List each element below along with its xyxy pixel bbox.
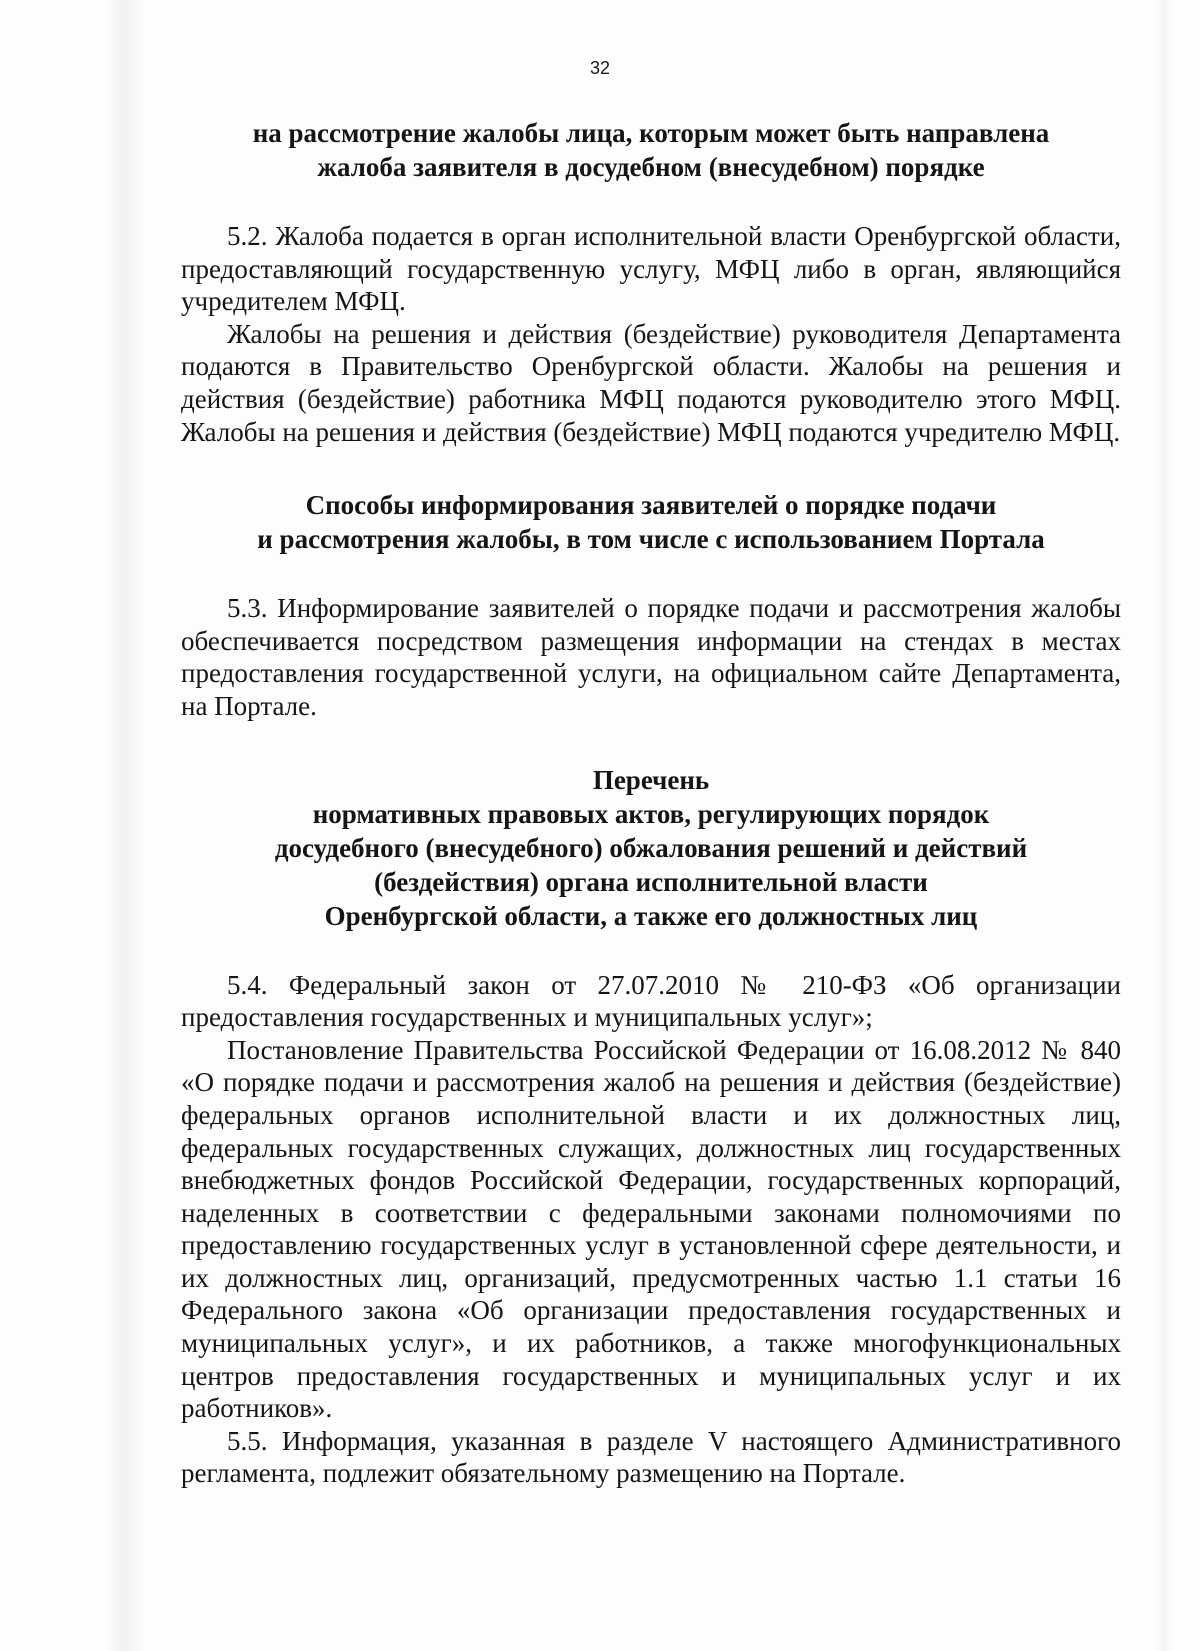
- page-number: 32: [589, 58, 611, 78]
- paragraph: 5.4. Федеральный закон от 27.07.2010 № 210-ФЗ «Об организации предоставления государственных и муниципальных услуг»;: [181, 969, 1121, 1033]
- paragraph: Постановление Правительства Российской Федерации от 16.08.2012 № 840 «О порядке подачи и рассмотрения жалоб на решения и действия (бездействие) федеральных органов исполнительной власти и их должностных лиц, федеральных государственных служащих, должностных лиц государственных внебюджетных фондов Российской Федерации, государственных корпораций, наделенных в соответствии с федеральными законами полномочиями по предоставлению государственных услуг в установленной сфере деятельности, и их должностных лиц, организаций, предусмотренных частью 1.1 статьи 16 Федерального закона «Об организации предоставления государственных и муниципальных услуг», и их работников, а также многофункциональных центров предоставления государственных и муниципальных услуг и их работников».: [181, 1034, 1121, 1424]
- heading-line: Перечень: [592, 764, 710, 795]
- scan-artifact: [1155, 0, 1173, 1651]
- heading-line: Оренбургской области, а также его должностных лиц: [324, 900, 978, 931]
- section-heading: [181, 116, 1121, 184]
- paragraph: 5.2. Жалоба подается в орган исполнительной власти Оренбургской области, предоставляющий государственную услугу, МФЦ либо в орган, являющийся учредителем МФЦ.: [181, 221, 1121, 317]
- scan-artifact: [105, 0, 145, 1651]
- heading-line: Способы информирования заявителей о порядке подачи: [305, 490, 997, 521]
- section-heading: [181, 763, 1121, 933]
- heading-line: (бездействия) органа исполнительной власти: [374, 866, 928, 897]
- heading-line: жалоба заявителя в досудебном (внесудебном) порядке: [317, 152, 985, 182]
- heading-line: досудебного (внесудебного) обжалования решений и действий: [274, 832, 1028, 863]
- paragraph: 5.3. Информирование заявителей о порядке подачи и рассмотрения жалобы обеспечивается посредством размещения информации на стендах в местах предоставления государственной услуги, на официальном сайте Департамента, на Портале.: [181, 593, 1121, 721]
- heading-line: на рассмотрение жалобы лица, которым может быть направлена: [252, 118, 1050, 148]
- paragraph: Жалобы на решения и действия (бездействие) руководителя Департамента подаются в Правительство Оренбургской области. Жалобы на решения и действия (бездействие) работника МФЦ подаются руководителю этого МФЦ. Жалобы на решения и действия (бездействие) МФЦ подаются учредителю МФЦ.: [181, 318, 1121, 447]
- heading-line: нормативных правовых актов, регулирующих порядок: [312, 798, 990, 829]
- paragraph: 5.5. Информация, указанная в разделе V настоящего Административного регламента, подлежит обязательному размещению на Портале.: [181, 1425, 1121, 1489]
- heading-line: и рассмотрения жалобы, в том числе с использованием Портала: [257, 524, 1045, 555]
- document-body: [181, 116, 1121, 1490]
- section-heading: [181, 488, 1121, 556]
